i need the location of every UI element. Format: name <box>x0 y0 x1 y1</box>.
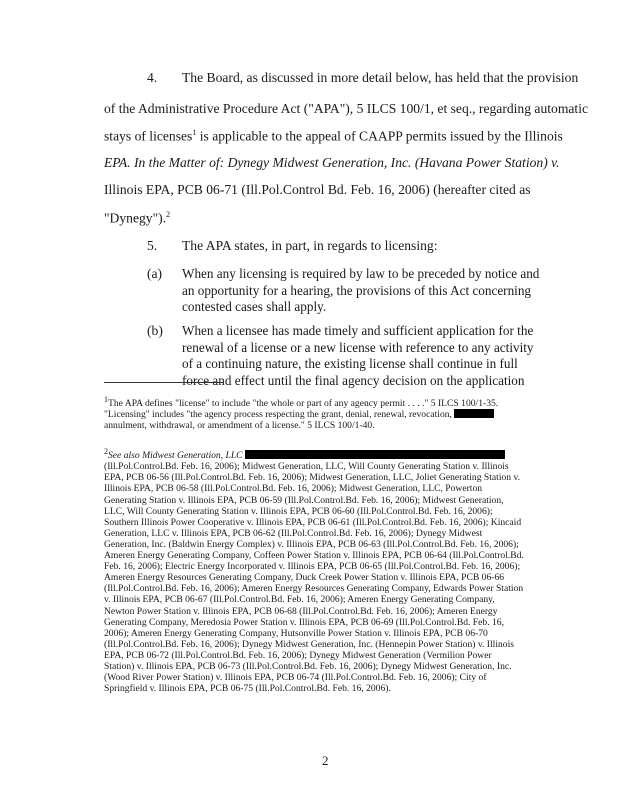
subsection-a-text: When any licensing is required by law to be preceded by notice and an opportunity for a hearing, the provisions of this Act concerning contested cases shall apply. <box>182 266 540 314</box>
subsection-label: (a) <box>147 266 163 281</box>
paragraph-number: 4. <box>147 70 158 85</box>
footnote-separator <box>104 382 224 383</box>
paragraph-text: "Dynegy"). <box>104 210 167 226</box>
paragraph-number: 5. <box>147 238 158 253</box>
footnote-text: annulment, withdrawal, or amendment of a license." 5 ILCS 100/1-40. <box>104 420 375 432</box>
footnote-2 <box>104 446 524 694</box>
footnote-marker: 2 <box>104 447 108 456</box>
paragraph-4-line: EPA. In the Matter of: Dynegy Midwest Generation, Inc. (Havana Power Station) v. <box>104 155 560 170</box>
redaction-block <box>245 450 505 459</box>
paragraph-text: is applicable to the appeal of CAAPP permits issued by the Illinois <box>196 128 563 144</box>
paragraph-4-line: The Board, as discussed in more detail below, has held that the provision <box>182 70 579 85</box>
paragraph-text: stays of licenses <box>104 128 193 144</box>
paragraph-4-line: Illinois EPA, PCB 06-71 (Ill.Pol.Control Bd. Feb. 16, 2006) (hereafter cited as <box>104 182 531 197</box>
paragraph-4-line <box>104 128 563 145</box>
paragraph-4-line <box>104 210 170 227</box>
paragraph-4-line: of the Administrative Procedure Act ("APA"), 5 ILCS 100/1, et seq., regarding automatic <box>104 101 589 116</box>
footnote-marker: 2 <box>166 210 171 219</box>
footnote-1 <box>104 394 524 431</box>
page-number: 2 <box>322 753 329 768</box>
paragraph-5-intro: The APA states, in part, in regards to licensing: <box>182 238 438 253</box>
footnote-lead: See also Midwest Generation, LLC <box>108 450 243 462</box>
footnote-text: The APA defines "license" to include "the whole or part of any agency permit . . . ." 5 ILCS 100/1-35. "Licensing" includes "the agency process respecting the grant, denial, renewal, revocation, <box>104 398 499 421</box>
subsection-b-text: When a licensee has made timely and sufficient application for the renewal of a license or a new license with reference to any activity of a continuing nature, the existing license shall continue in full force and effect until the final agency decision on the application <box>182 323 534 388</box>
footnote-text: (Ill.Pol.Control.Bd. Feb. 16, 2006); Midwest Generation, LLC, Will County Generating Station v. Illinois EPA, PCB 06-56 (Ill.Pol.Control.Bd. Feb. 16, 2006); Midwest Generation, LLC, Joliet Generating Station v. Illinois EPA, PCB 06-58 (Ill.Pol.Control.Bd. Feb. 16, 2006); Midwest Generation, LLC, Powerton Generating Station v. Illinois EPA, PCB 06-59 (Ill.Pol.Control.Bd. Feb. 16, 2006); Midwest Generation, LLC, Will County Generating Station v. Illinois EPA, PCB 06-60 (Ill.Pol.Control.Bd. Feb. 16, 2006); Southern Illinois Power Cooperative v. Illinois EPA, PCB 06-61 (Ill.Pol.Control.Bd. Feb. 16, 2006); Kincaid Generation, LLC v. Illinois EPA, PCB 06-62 (Ill.Pol.Control.Bd. Feb. 16, 2006); Dynegy Midwest Generation, Inc. (Baldwin Energy Complex) v. Illinois EPA, PCB 06-63 (Ill.Pol.Control.Bd. Feb. 16, 2006); Ameren Energy Generating Company, Coffeen Power Station v. Illinois EPA, PCB 06-64 (Ill.Pol.Control.Bd. Feb. 16, 2006); Electric Energy Incorporated v. Illinois EPA, PCB 06-65 (Ill.Pol.Control.Bd. Feb. 16, 2006); Ameren Energy Resources Generating Company, Duck Creek Power Station v. Illinois EPA, PCB 06-66 (Ill.Pol.Control.Bd. Feb. 16, 2006); Ameren Energy Resources Generating Company, Edwards Power Station v. Illinois EPA, PCB 06-67 (Ill.Pol.Control.Bd. Feb. 16, 2006); Ameren Energy Generating Company, Newton Power Station v. Illinois EPA, PCB 06-68 (Ill.Pol.Control.Bd. Feb. 16, 2006); Ameren Energy Generating Company, Meredosia Power Station v. Illinois EPA, PCB 06-69 (Ill.Pol.Control.Bd. Feb. 16, 2006); Ameren Energy Generating Company, Hutsonville Power Station v. Illinois EPA, PCB 06-70 (Ill.Pol.Control.Bd. Feb. 16, 2006); Dynegy Midwest Generation, Inc. (Hennepin Power Station) v. Illinois EPA, PCB 06-72 (Ill.Pol.Control.Bd. Feb. 16, 2006); Dynegy Midwest Generation (Vermilion Power Station) v. Illinois EPA, PCB 06-73 (Ill.Pol.Control.Bd. Feb. 16, 2006); Dynegy Midwest Generation, Inc. (Wood River Power Station) v. Illinois EPA, PCB 06-74 (Ill.Pol.Control.Bd. Feb. 16, 2006); City of Springfield v. Illinois EPA, PCB 06-75 (Ill.Pol.Control.Bd. Feb. 16, 2006). <box>104 461 524 695</box>
footnote-marker: 1 <box>192 128 197 137</box>
footnote-marker: 1 <box>104 395 108 404</box>
subsection-label: (b) <box>147 323 163 338</box>
redaction-block <box>454 409 494 418</box>
